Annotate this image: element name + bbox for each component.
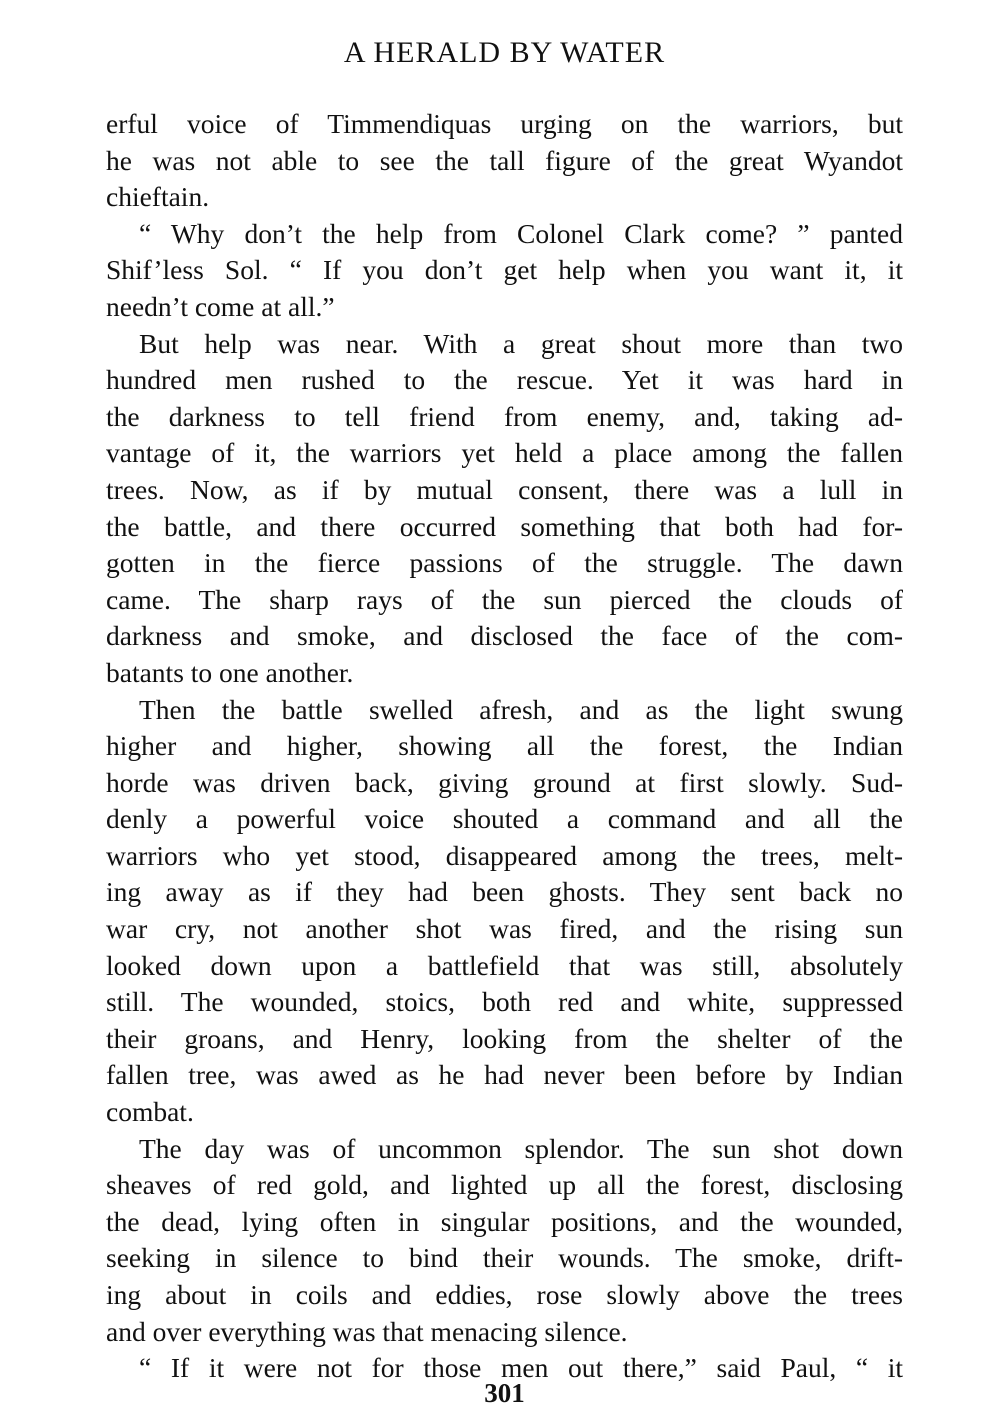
text-line: “ Why don’t the help from Colonel Clark come? ” panted bbox=[139, 217, 903, 249]
text-line: denly a powerful voice shouted a command and all the bbox=[106, 803, 903, 835]
text-line: erful voice of Timmendiquas urging on the warriors, but bbox=[106, 108, 903, 139]
text-line: trees. Now, as if by mutual consent, there was a lull in bbox=[106, 473, 903, 505]
text-line: horde was driven back, giving ground at first slowly. Sud- bbox=[106, 766, 903, 798]
text-line: Shif’less Sol. “ If you don’t get help when you want it, it bbox=[106, 254, 903, 286]
text-line: darkness and smoke, and disclosed the face of the com- bbox=[106, 620, 903, 652]
text-line: the dead, lying often in singular positions, and the wounded, bbox=[106, 1205, 903, 1237]
text-line: he was not able to see the tall figure of the great Wyandot bbox=[106, 144, 903, 176]
text-line: warriors who yet stood, disappeared among the trees, melt- bbox=[106, 839, 903, 871]
text-line: batants to one another. bbox=[106, 656, 354, 688]
text-line: ing about in coils and eddies, rose slowly above the trees bbox=[106, 1279, 903, 1310]
text-line: gotten in the fierce passions of the struggle. The dawn bbox=[106, 547, 903, 579]
text-line: sheaves of red gold, and lighted up all the forest, disclosing bbox=[106, 1169, 903, 1201]
text-line: seeking in silence to bind their wounds. The smoke, drift- bbox=[106, 1242, 903, 1274]
text-line: chieftain. bbox=[106, 181, 210, 213]
text-line: the battle, and there occurred something that both had for- bbox=[106, 510, 903, 542]
text-line: The day was of uncommon splendor. The sun shot down bbox=[139, 1132, 903, 1164]
text-line: looked down upon a battlefield that was still, absolutely bbox=[106, 949, 903, 981]
text-line: combat. bbox=[106, 1096, 194, 1128]
text-line: needn’t come at all.” bbox=[106, 290, 335, 322]
text-line: fallen tree, was awed as he had never been before by Indian bbox=[106, 1059, 903, 1091]
text-line: Then the battle swelled afresh, and as the light swung bbox=[139, 693, 903, 725]
running-head: A HERALD BY WATER bbox=[343, 36, 666, 69]
page-number: 301 bbox=[484, 1378, 525, 1408]
text-line: hundred men rushed to the rescue. Yet it was hard in bbox=[106, 364, 903, 396]
text-line: their groans, and Henry, looking from the shelter of the bbox=[106, 1022, 903, 1054]
text-line: “ If it were not for those men out there,” said Paul, “ it bbox=[139, 1352, 903, 1384]
text-line: the darkness to tell friend from enemy, and, taking ad- bbox=[106, 400, 903, 432]
text-line: vantage of it, the warriors yet held a place among the fallen bbox=[106, 437, 903, 469]
text-line: But help was near. With a great shout more than two bbox=[139, 327, 903, 359]
book-page bbox=[106, 0, 903, 1421]
text-line: higher and higher, showing all the forest, the Indian bbox=[106, 730, 903, 762]
text-line: still. The wounded, stoics, both red and white, suppressed bbox=[106, 986, 903, 1018]
text-line: came. The sharp rays of the sun pierced the clouds of bbox=[106, 583, 903, 615]
text-line: ing away as if they had been ghosts. They sent back no bbox=[106, 876, 903, 908]
text-line: and over everything was that menacing silence. bbox=[106, 1315, 628, 1347]
text-line: war cry, not another shot was fired, and the rising sun bbox=[106, 913, 903, 945]
body-text bbox=[106, 106, 903, 1387]
